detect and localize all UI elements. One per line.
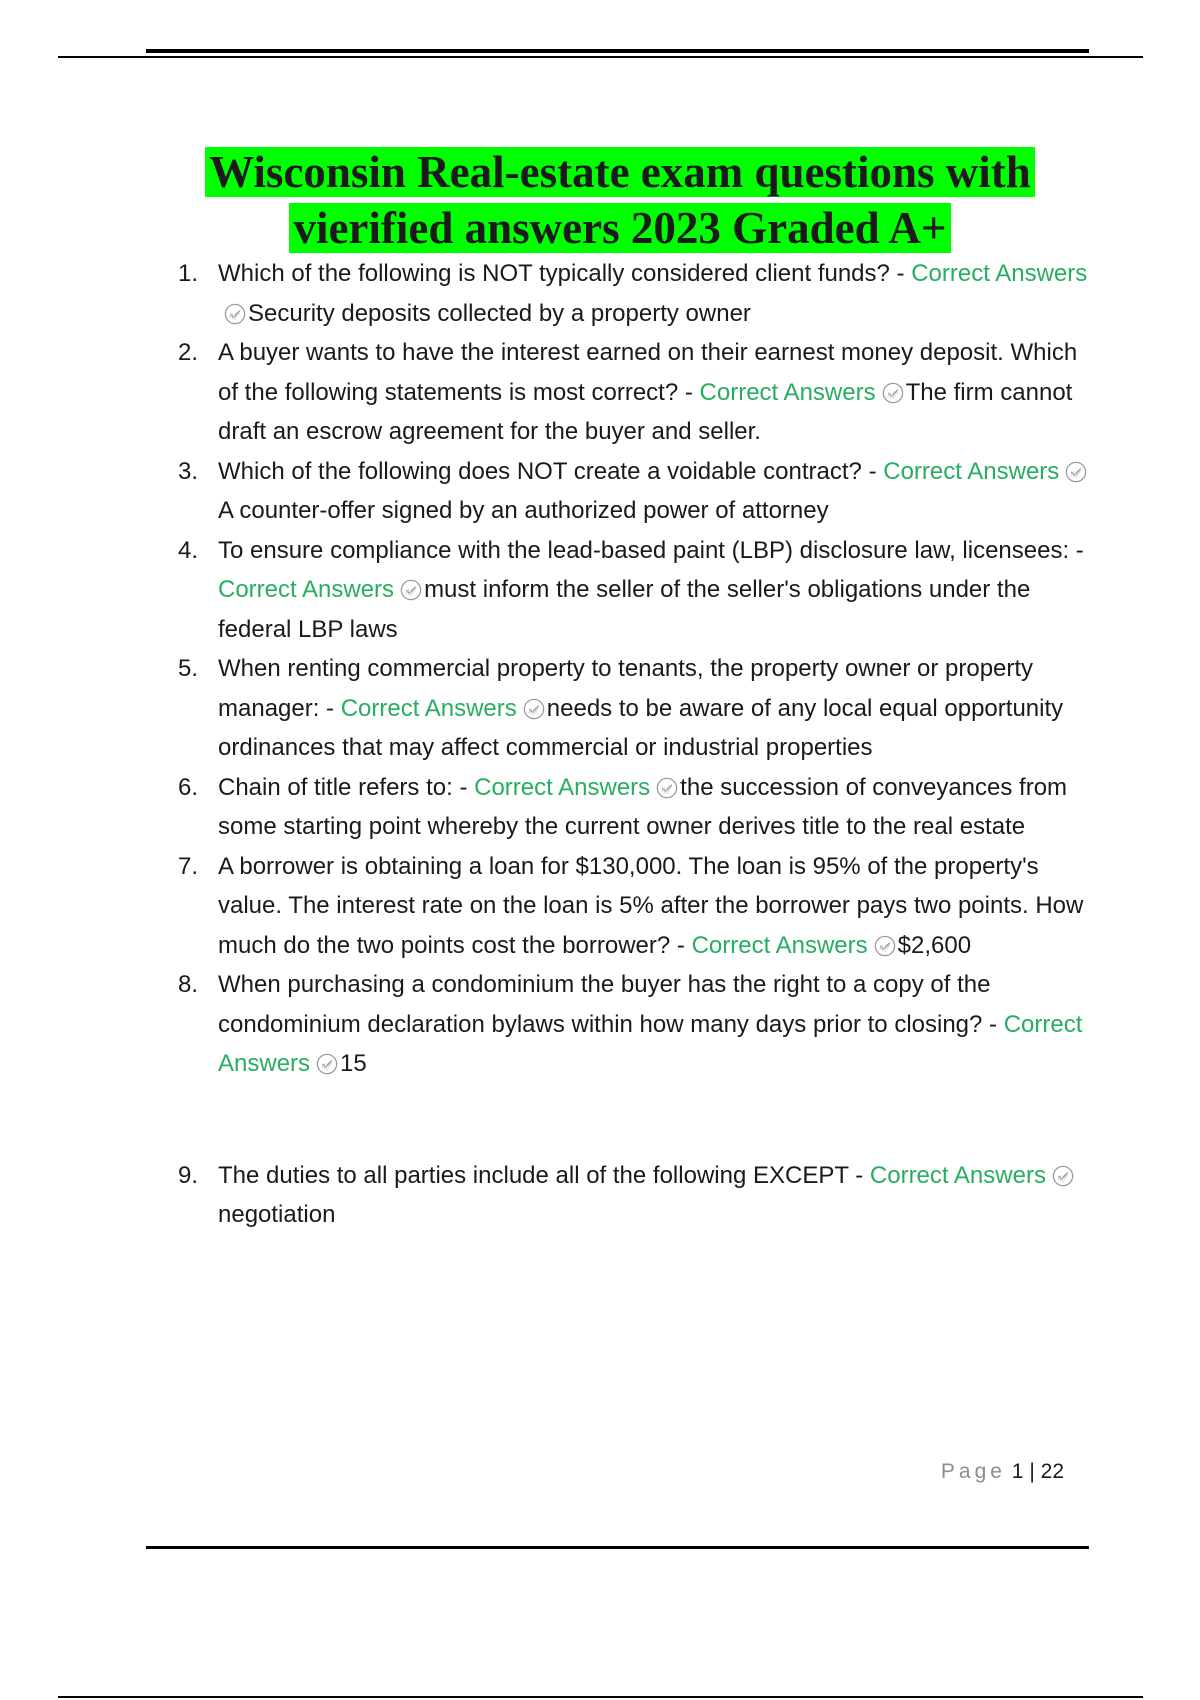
page-current: 1: [1011, 1460, 1024, 1483]
question-text: To ensure compliance with the lead-based paint (LBP) disclosure law, licensees: -: [218, 536, 1084, 564]
answer-text: The firm cannot draft an escrow agreement for the buyer and seller.: [218, 378, 1073, 445]
page-total: 22: [1040, 1460, 1064, 1483]
footer-rule-thick: [146, 1546, 1089, 1549]
correct-answers-label: Correct Answers: [340, 694, 517, 722]
answer-text: A counter-offer signed by an authorized power of attorney: [218, 497, 829, 524]
title-highlight: Wisconsin Real-estate exam questions with vierified answers 2023 Graded A+: [205, 147, 1035, 253]
question-number: 7.: [178, 852, 199, 880]
check-circle-icon: [523, 698, 545, 720]
check-circle-icon: [316, 1053, 338, 1075]
correct-answers-label: Correct Answers: [699, 378, 876, 406]
check-circle-icon: [882, 382, 904, 404]
question-text: Which of the following does NOT create a voidable contract? -: [218, 457, 884, 485]
correct-answers-label: Correct Answers: [911, 260, 1088, 287]
answer-text: must inform the seller of the seller's obligations under the federal LBP laws: [218, 576, 1031, 643]
question-number: 9.: [178, 1161, 199, 1189]
page-label: Page: [940, 1460, 1006, 1483]
check-circle-icon: [224, 303, 246, 325]
check-circle-icon: [400, 579, 422, 601]
footer-rule-thin: [58, 1696, 1143, 1698]
question-number: 3.: [178, 457, 199, 485]
question-number: 8.: [178, 971, 199, 998]
check-circle-icon: [1065, 461, 1087, 483]
check-circle-icon: [874, 935, 896, 957]
question-text: When renting commercial property to tenants, the property owner or property manager: -: [218, 655, 1034, 722]
question-item: [178, 649, 1098, 768]
correct-answers-label: Correct Answers: [474, 773, 651, 801]
question-item: [178, 254, 1098, 333]
correct-answers-label: Correct Answers: [691, 931, 868, 959]
correct-answers-label: Correct Answers: [218, 1010, 1083, 1077]
correct-answers-label: Correct Answers: [869, 1161, 1046, 1189]
question-number: 5.: [178, 655, 199, 682]
question-item: [178, 333, 1098, 452]
question-item: [178, 452, 1098, 531]
question-item: [178, 847, 1098, 966]
question-number: 1.: [178, 260, 199, 287]
answer-text: the succession of conveyances from some starting point whereby the current owner derives title to the real estate: [218, 773, 1068, 840]
question-text: A buyer wants to have the interest earned on their earnest money deposit. Which of the following statements is most correct? -: [218, 339, 1078, 406]
page-footer: [941, 1460, 1064, 1484]
answer-text: Security deposits collected by a property owner: [248, 299, 751, 327]
question-text: Chain of title refers to: -: [218, 773, 475, 801]
question-number: 4.: [178, 536, 199, 564]
question-list: [178, 254, 1098, 1235]
header-rule-thin: [58, 56, 1143, 58]
document-title: [140, 144, 1100, 256]
answer-text: negotiation: [218, 1201, 336, 1228]
question-text: When purchasing a condominium the buyer has the right to a copy of the condominium declaration bylaws within how many days prior to closing? -: [218, 971, 1004, 1038]
correct-answers-label: Correct Answers: [218, 576, 395, 603]
page-separator: |: [1029, 1460, 1035, 1483]
question-number: 2.: [178, 339, 199, 366]
question-item: [178, 965, 1098, 1084]
question-text: The duties to all parties include all of the following EXCEPT -: [218, 1161, 870, 1189]
correct-answers-label: Correct Answers: [883, 457, 1060, 485]
header-rule-thick: [146, 49, 1089, 53]
question-item: [178, 1156, 1098, 1235]
question-text: A borrower is obtaining a loan for $130,000. The loan is 95% of the property's value. The interest rate on the loan is 5% after the borrower pays two points. How much do the two points cost the borrower? -: [218, 852, 1084, 959]
question-text: Which of the following is NOT typically considered client funds? -: [218, 260, 912, 287]
check-circle-icon: [1052, 1165, 1074, 1187]
answer-text: $2,600: [897, 931, 972, 959]
question-number: 6.: [178, 773, 199, 801]
answer-text: needs to be aware of any local equal opportunity ordinances that may affect commercial or industrial properties: [218, 694, 1064, 761]
question-item: [178, 531, 1098, 650]
answer-text: 15: [340, 1050, 367, 1077]
check-circle-icon: [656, 777, 678, 799]
question-item: [178, 768, 1098, 847]
